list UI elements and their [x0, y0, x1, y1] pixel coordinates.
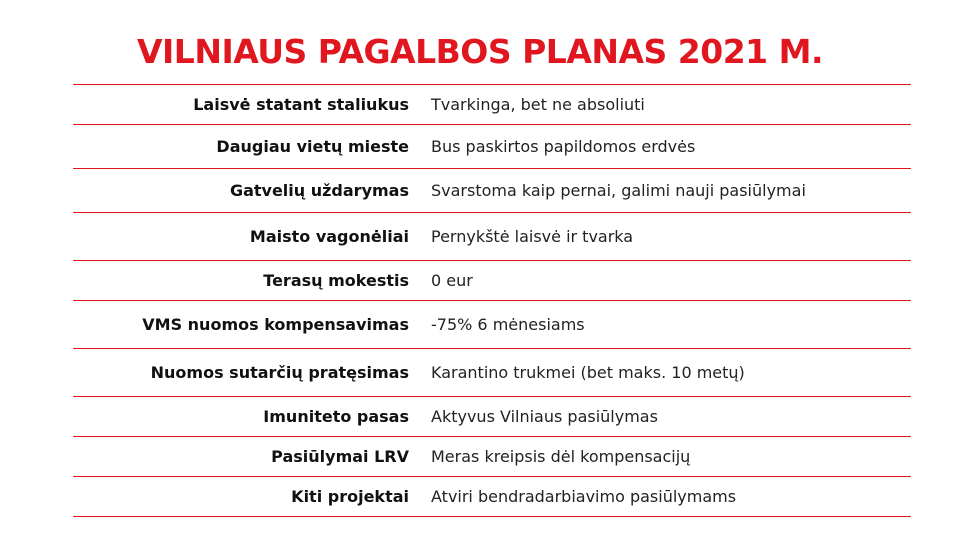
row-value: Svarstoma kaip pernai, galimi nauji pasiūlymai [431, 181, 806, 200]
table-row [73, 477, 911, 517]
row-label: Terasų mokestis [263, 271, 409, 290]
page-title: VILNIAUS PAGALBOS PLANAS 2021 M. [136, 32, 823, 71]
table-row [73, 437, 911, 477]
row-value: 0 eur [431, 271, 473, 290]
row-label: Gatvelių uždarymas [229, 181, 409, 200]
row-value: Atviri bendradarbiavimo pasiūlymams [431, 487, 737, 506]
table-row [73, 213, 911, 261]
plan-table [73, 84, 911, 517]
row-label: Daugiau vietų mieste [216, 137, 409, 156]
table-row [73, 397, 911, 437]
row-value: Meras kreipsis dėl kompensacijų [431, 447, 691, 466]
table-row [73, 261, 911, 301]
table-row [73, 349, 911, 397]
row-value: Karantino trukmei (bet maks. 10 metų) [431, 363, 745, 382]
row-value: Tvarkinga, bet ne absoliuti [431, 95, 645, 114]
row-label: Imuniteto pasas [263, 407, 409, 426]
table-row [73, 169, 911, 213]
row-value: Bus paskirtos papildomos erdvės [431, 137, 696, 156]
row-label: Maisto vagonėliai [249, 227, 409, 246]
row-label: Pasiūlymai LRV [271, 447, 409, 466]
row-value: Pernykštė laisvė ir tvarka [431, 227, 634, 246]
row-label: Kiti projektai [291, 487, 409, 506]
table-row [73, 85, 911, 125]
row-value: Aktyvus Vilniaus pasiūlymas [431, 407, 658, 426]
row-value: -75% 6 mėnesiams [431, 315, 585, 334]
row-label: VMS nuomos kompensavimas [142, 315, 409, 334]
row-label: Nuomos sutarčių pratęsimas [150, 363, 409, 382]
table-row [73, 301, 911, 349]
table-row [73, 125, 911, 169]
row-label: Laisvė statant staliukus [193, 95, 409, 114]
